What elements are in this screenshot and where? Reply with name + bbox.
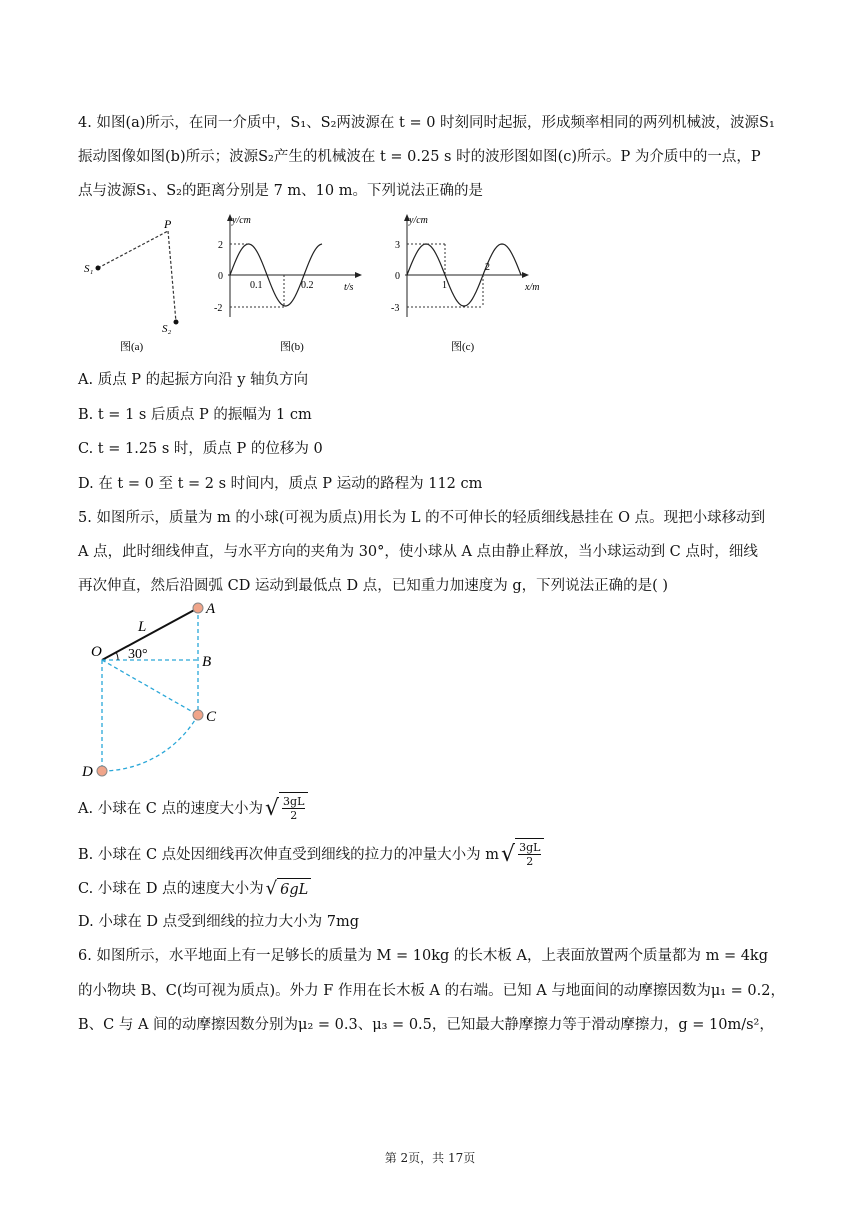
point-d-label: D xyxy=(82,764,93,780)
q4-line-3: 点与波源S₁、S₂的距离分别是 7 m、10 m。下列说法正确的是 xyxy=(78,183,483,199)
q5-option-b xyxy=(78,838,544,872)
radicand: 6gL xyxy=(277,878,311,900)
fig-c-ylabel: y/cm xyxy=(409,215,428,226)
q5-line-3: 再次伸直，然后沿圆弧 CD 运动到最低点 D 点，已知重力加速度为 g，下列说法正确的是( ) xyxy=(78,578,669,594)
q5-option-a-text: A. 小球在 C 点的速度大小为 xyxy=(78,801,264,817)
q4-option-b: B. t = 1 s 后质点 P 的振幅为 1 cm xyxy=(78,407,312,423)
pendulum-figure xyxy=(78,598,238,783)
sqrt-expression: √ $\frac{3gL}{2}$ xyxy=(265,792,308,826)
fig-c-tick-x2: 2 xyxy=(485,262,490,273)
fig-c-tick-x1: 1 xyxy=(442,280,447,291)
point-c-label: C xyxy=(206,709,217,725)
q6-line-3: B、C 与 A 间的动摩擦因数分别为μ₂ = 0.3、μ₃ = 0.5，已知最大静摩擦力等于滑动摩擦力，g = 10m/s²， xyxy=(78,1017,774,1033)
q4-line-1: 4. 如图(a)所示，在同一介质中，S₁、S₂两波源在 t = 0 时刻同时起振，形成频率相同的两列机械波，波源S₁ xyxy=(78,115,775,131)
fig-b-ylabel: y/cm xyxy=(232,215,251,226)
q6-line-2: 的小物块 B、C(均可视为质点)。外力 F 作用在长木板 A 的右端。已知 A 与地面间的动摩擦因数为μ₁ = 0.2， xyxy=(78,983,785,999)
fig-b-tick-x1: 0.1 xyxy=(250,280,263,291)
fig-a-caption: 图(a) xyxy=(120,341,144,353)
fig-a-s1: S₁ xyxy=(84,263,94,275)
fig-b-tick-neg2: -2 xyxy=(214,303,223,314)
sqrt-expression: √ $\frac{3gL}{2}$ xyxy=(501,838,544,872)
q5-line-1: 5. 如图所示，质量为 m 的小球(可视为质点)用长为 L 的不可伸长的轻质细线悬挂在 O 点。现把小球移动到 xyxy=(78,510,766,526)
sqrt-expression: √ 6gL xyxy=(266,878,312,900)
fig-b-tick-0: 0 xyxy=(218,271,223,282)
q4-option-a: A. 质点 P 的起振方向沿 y 轴负方向 xyxy=(78,372,309,388)
figure-a xyxy=(80,215,195,355)
q5-option-d: D. 小球在 D 点受到细线的拉力大小为 7mg xyxy=(78,914,360,930)
q4-option-d: D. 在 t = 0 至 t = 2 s 时间内，质点 P 运动的路程为 112 cm xyxy=(78,476,483,492)
fig-c-xlabel: x/m xyxy=(525,282,540,293)
q5-option-a xyxy=(78,792,308,826)
q5-line-2: A 点，此时细线伸直，与水平方向的夹角为 30°，使小球从 A 点由静止释放，当小球运动到 C 点时，细线 xyxy=(78,544,758,560)
fig-b-tick-x2: 0.2 xyxy=(301,280,314,291)
fraction-denominator: 2 xyxy=(526,855,534,868)
fig-b-tick-2: 2 xyxy=(218,240,223,251)
fig-c-tick-0: 0 xyxy=(395,271,400,282)
q5-option-c xyxy=(78,878,311,900)
q6-line-1: 6. 如图所示，水平地面上有一足够长的质量为 M = 10kg 的长木板 A，上表面放置两个质量都为 m = 4kg xyxy=(78,948,768,964)
fig-c-caption: 图(c) xyxy=(451,341,475,353)
length-l-label: L xyxy=(138,619,147,635)
fraction-numerator: 3gL xyxy=(283,795,305,808)
angle-label: 30° xyxy=(128,647,148,662)
fig-b-caption: 图(b) xyxy=(280,341,304,353)
point-o-label: O xyxy=(91,644,102,660)
fig-a-s2: S₂ xyxy=(162,323,172,335)
fraction-denominator: 2 xyxy=(290,809,298,822)
figure-b xyxy=(210,212,370,355)
page-footer: 第 2页，共 17页 xyxy=(384,1151,476,1165)
q5-option-b-text: B. 小球在 C 点处因细线再次伸直受到细线的拉力的冲量大小为 m xyxy=(78,847,500,863)
fig-c-tick-neg3: -3 xyxy=(391,303,400,314)
point-b-label: B xyxy=(202,654,212,670)
figure-c xyxy=(385,212,550,355)
fraction-numerator: 3gL xyxy=(519,841,541,854)
q5-option-c-text: C. 小球在 D 点的速度大小为 xyxy=(78,881,264,897)
q4-line-2: 振动图像如图(b)所示；波源S₂产生的机械波在 t = 0.25 s 时的波形图如图(c)所示。P 为介质中的一点，P xyxy=(78,149,761,165)
point-a-label: A xyxy=(206,601,216,617)
fig-a-p: P xyxy=(164,217,172,231)
fig-c-tick-3: 3 xyxy=(395,240,400,251)
fig-b-xlabel: t/s xyxy=(344,282,354,293)
q4-option-c: C. t = 1.25 s 时，质点 P 的位移为 0 xyxy=(78,441,323,457)
